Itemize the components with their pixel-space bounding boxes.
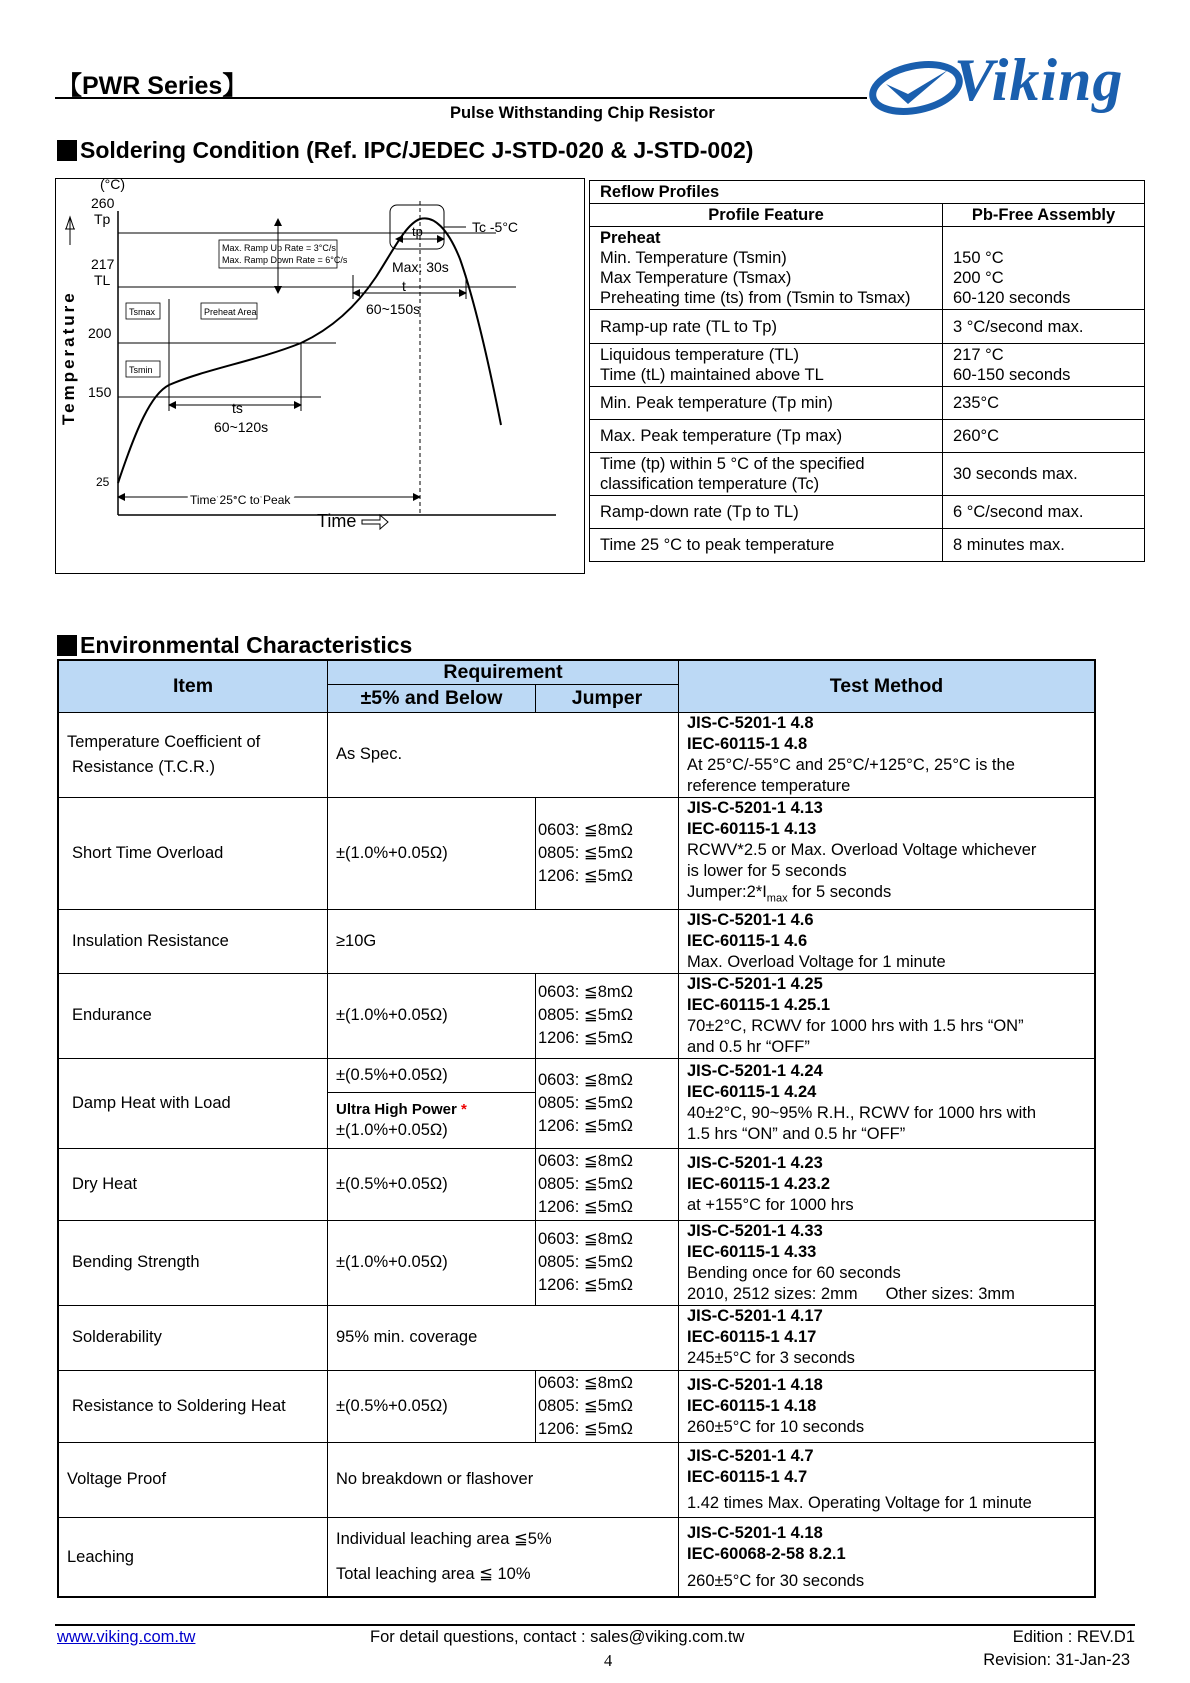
env-section-title [57, 632, 412, 659]
tl-label: TL [94, 272, 111, 288]
tp-within-label-2: classification temperature (Tc) [600, 475, 820, 493]
leach-desc-1: 260±5°C for 30 seconds [687, 1571, 865, 1590]
bend-std-1: JIS-C-5201-1 4.33 [687, 1221, 823, 1240]
test-method-header: Test Method [679, 660, 1096, 712]
ramp-up-label: Max. Ramp Up Rate = 3°C/s [222, 243, 336, 253]
maxpeak-label: Max. Peak temperature (Tp max) [590, 420, 943, 453]
ts-time-label: Preheating time (ts) from (Tsmin to Tsmax) [600, 289, 911, 307]
dry-item: Dry Heat [58, 1148, 328, 1220]
rampdown-row [590, 496, 1145, 529]
viking-swoosh-icon [868, 58, 964, 118]
tsmin-label: Tsmin [129, 365, 153, 375]
header-divider [55, 97, 867, 99]
liq-time-label: Time (tL) maintained above TL [600, 366, 824, 384]
time-to-peak-label: Time 25°C to Peak [190, 493, 291, 507]
y-axis-arrow-icon [65, 217, 75, 245]
leach-item: Leaching [58, 1517, 328, 1597]
leach-std-2: IEC-60068-2-58 8.2.1 [687, 1544, 846, 1563]
bend-row [58, 1220, 1095, 1305]
sto-item: Short Time Overload [58, 797, 328, 909]
tp-label: Tp [94, 211, 111, 227]
vp-std-1: JIS-C-5201-1 4.7 [687, 1446, 814, 1465]
y-tick-217: 217 [91, 256, 115, 272]
damp-std-2: IEC-60115-1 4.24 [687, 1083, 817, 1102]
sto-std-2: IEC-60115-1 4.13 [687, 819, 817, 838]
website-link[interactable]: www.viking.com.tw [57, 1628, 196, 1646]
rampdown-value: 6 °C/second max. [943, 496, 1145, 529]
sold-std-1: JIS-C-5201-1 4.17 [687, 1307, 823, 1326]
minpeak-label: Min. Peak temperature (Tp min) [590, 387, 943, 420]
environmental-table [57, 659, 1096, 1598]
tsmax-label: Tsmax [129, 307, 156, 317]
maxpeak-row [590, 420, 1145, 453]
leach-req-2: Total leaching area ≦ 10% [336, 1565, 531, 1584]
sto-desc-3a: Jumper:2*I [687, 882, 767, 901]
tsmin-label: Min. Temperature (Tsmin) [600, 249, 787, 267]
uhp-star: * [461, 1101, 467, 1119]
unit-label: (°C) [100, 179, 126, 192]
tsmin-value: 150 °C [953, 249, 1004, 267]
preheat-row [590, 227, 1145, 310]
jumper-1206: 1206: ≦5mΩ [538, 1029, 633, 1048]
rsh-desc-1: 260±5°C for 10 seconds [687, 1417, 865, 1436]
dry-req: ±(0.5%+0.05Ω) [328, 1148, 536, 1220]
maxpeak-value: 260°C [943, 420, 1145, 453]
preheat-area-label: Preheat Area [204, 307, 257, 317]
t-range-label: 60~150s [366, 301, 421, 317]
reflow-profiles-table [589, 180, 1145, 562]
logo-text: Viking [954, 47, 1124, 113]
leach-row [58, 1517, 1095, 1597]
jumper-0603: 0603: ≦8mΩ [538, 1151, 633, 1170]
minpeak-value: 235°C [943, 387, 1145, 420]
jumper-0805: 0805: ≦5mΩ [538, 1253, 633, 1272]
time25-value: 8 minutes max. [943, 529, 1145, 562]
leach-req-1: Individual leaching area ≦5% [336, 1530, 552, 1549]
jumper-1206: 1206: ≦5mΩ [538, 866, 633, 885]
rampdown-label: Ramp-down rate (Tp to TL) [590, 496, 943, 529]
leach-std-1: JIS-C-5201-1 4.18 [687, 1523, 823, 1542]
ins-item: Insulation Resistance [58, 909, 328, 973]
tp-time-label: tp [412, 224, 423, 239]
bend-req: ±(1.0%+0.05Ω) [328, 1220, 536, 1305]
reflow-profile-chart [55, 178, 585, 574]
dry-std-2: IEC-60115-1 4.23.2 [687, 1174, 831, 1193]
soldering-title-text: Soldering Condition (Ref. IPC/JEDEC J-STD-020 & J-STD-002) [80, 137, 754, 163]
y-tick-260: 260 [91, 195, 115, 211]
edition-text: Edition : REV.D1 [1012, 1628, 1135, 1646]
tcr-desc-2: reference temperature [687, 776, 851, 795]
sold-req: 95% min. coverage [328, 1305, 679, 1370]
env-title-text: Environmental Characteristics [80, 632, 413, 658]
bend-desc-1: Bending once for 60 seconds [687, 1263, 901, 1282]
sold-desc-1: 245±5°C for 3 seconds [687, 1349, 855, 1368]
x-axis-label: Time [317, 511, 357, 531]
rsh-std-2: IEC-60115-1 4.18 [687, 1396, 817, 1415]
sto-desc-1: RCWV*2.5 or Max. Overload Voltage whichever [687, 840, 1037, 859]
series-title: 【PWR Series】 [57, 72, 248, 100]
ins-row [58, 909, 1095, 973]
dry-row [58, 1148, 1095, 1220]
time25-label: Time 25 °C to peak temperature [590, 529, 943, 562]
sto-desc-3sub: max [766, 891, 788, 904]
sto-desc-3b: for 5 seconds [787, 882, 892, 901]
ins-std-2: IEC-60115-1 4.6 [687, 931, 808, 950]
tp-within-label-1: Time (tp) within 5 °C of the specified [600, 455, 865, 473]
jumper-0805: 0805: ≦5mΩ [538, 1006, 633, 1025]
rampup-value: 3 °C/second max. [943, 310, 1145, 344]
bend-std-2: IEC-60115-1 4.33 [687, 1242, 817, 1261]
jumper-1206: 1206: ≦5mΩ [538, 1276, 633, 1295]
end-item: Endurance [58, 973, 328, 1058]
item-header: Item [58, 660, 328, 712]
ins-std-1: JIS-C-5201-1 4.6 [687, 910, 814, 929]
ins-req: ≥10G [328, 909, 679, 973]
rsh-row [58, 1370, 1095, 1442]
sold-item: Solderability [58, 1305, 328, 1370]
end-row [58, 973, 1095, 1058]
bend-desc-2b: Other sizes: 3mm [885, 1284, 1015, 1303]
sto-row [58, 797, 1095, 909]
bend-desc-2a: 2010, 2512 sizes: 2mm [687, 1284, 858, 1303]
vp-req: No breakdown or flashover [328, 1442, 679, 1517]
liq-time-value: 60-150 seconds [953, 366, 1071, 384]
tcr-req: As Spec. [328, 712, 679, 797]
sold-std-2: IEC-60115-1 4.17 [687, 1328, 817, 1347]
vp-std-2: IEC-60115-1 4.7 [687, 1467, 808, 1486]
time25-row [590, 529, 1145, 562]
rsh-req: ±(0.5%+0.05Ω) [328, 1370, 536, 1442]
jumper-1206: 1206: ≦5mΩ [538, 1197, 633, 1216]
end-desc-2: and 0.5 hr “OFF” [687, 1037, 810, 1056]
ins-desc-1: Max. Overload Voltage for 1 minute [687, 952, 946, 971]
y-tick-150: 150 [88, 384, 112, 400]
soldering-section-title [57, 137, 753, 164]
five-pct-header: ±5% and Below [328, 684, 536, 712]
dry-std-1: JIS-C-5201-1 4.23 [687, 1153, 823, 1172]
y-axis-label: Temperature [59, 290, 78, 425]
minpeak-row [590, 387, 1145, 420]
tcr-std-2: IEC-60115-1 4.8 [687, 734, 808, 753]
reflow-chart-svg [56, 179, 586, 575]
damp-item: Damp Heat with Load [58, 1058, 328, 1148]
tcr-item-2: Resistance (T.C.R.) [72, 757, 216, 776]
damp-row-1 [58, 1058, 1095, 1092]
sold-row [58, 1305, 1095, 1370]
tp-within-row [590, 453, 1145, 496]
uhp-label: Ultra High Power [336, 1101, 457, 1119]
max30-label: Max. 30s [392, 259, 449, 275]
end-req: ±(1.0%+0.05Ω) [328, 973, 536, 1058]
contact-text: For detail questions, contact : sales@viking.com.tw [370, 1628, 745, 1646]
tsmax-label: Max Temperature (Tsmax) [600, 269, 792, 287]
dry-desc-1: at +155°C for 1000 hrs [687, 1195, 854, 1214]
tp-within-value: 30 seconds max. [943, 453, 1145, 496]
vp-item: Voltage Proof [58, 1442, 328, 1517]
ts-range-label: 60~120s [214, 419, 269, 435]
tsmax-value: 200 °C [953, 269, 1004, 287]
jumper-0603: 0603: ≦8mΩ [538, 1070, 633, 1089]
jumper-header: Jumper [536, 684, 679, 712]
rampup-label: Ramp-up rate (TL to Tp) [590, 310, 943, 344]
rsh-item: Resistance to Soldering Heat [58, 1370, 328, 1442]
y-tick-200: 200 [88, 325, 112, 341]
end-desc-1: 70±2°C, RCWV for 1000 hrs with 1.5 hrs “ON” [687, 1016, 1024, 1035]
jumper-0603: 0603: ≦8mΩ [538, 1373, 633, 1392]
end-std-1: JIS-C-5201-1 4.25 [687, 974, 823, 993]
jumper-0603: 0603: ≦8mΩ [538, 820, 633, 839]
jumper-0805: 0805: ≦5mΩ [538, 843, 633, 862]
sto-desc-2: is lower for 5 seconds [687, 861, 847, 880]
section-marker-icon [57, 635, 77, 656]
tc-label: Tc -5°C [472, 219, 519, 235]
tcr-item-1: Temperature Coefficient of [67, 732, 261, 751]
x-axis-arrow-icon [362, 515, 388, 529]
jumper-0805: 0805: ≦5mΩ [538, 1396, 633, 1415]
ramp-down-label: Max. Ramp Down Rate = 6°C/s [222, 255, 348, 265]
footer-divider [55, 1624, 1135, 1626]
pb-free-header: Pb-Free Assembly [943, 204, 1145, 227]
sto-std-1: JIS-C-5201-1 4.13 [687, 798, 823, 817]
end-std-2: IEC-60115-1 4.25.1 [687, 995, 831, 1014]
requirement-header: Requirement [328, 660, 679, 684]
vp-row [58, 1442, 1095, 1517]
page-subtitle: Pulse Withstanding Chip Resistor [450, 104, 715, 122]
rampup-row [590, 310, 1145, 344]
bend-item: Bending Strength [58, 1220, 328, 1305]
reflow-table-title: Reflow Profiles [590, 181, 1145, 204]
revision-text: Revision: 31-Jan-23 [983, 1651, 1130, 1669]
rsh-std-1: JIS-C-5201-1 4.18 [687, 1375, 823, 1394]
liq-label: Liquidous temperature (TL) [600, 346, 800, 364]
damp-req-1: ±(0.5%+0.05Ω) [328, 1058, 536, 1092]
profile-feature-header: Profile Feature [590, 204, 943, 227]
jumper-0603: 0603: ≦8mΩ [538, 983, 633, 1002]
viking-logo [868, 47, 1158, 122]
jumper-0805: 0805: ≦5mΩ [538, 1174, 633, 1193]
y-tick-25: 25 [96, 475, 110, 489]
tcr-row [58, 712, 1095, 797]
vp-desc-1: 1.42 times Max. Operating Voltage for 1 minute [687, 1493, 1032, 1512]
t-label: t [402, 278, 406, 294]
damp-desc-1: 40±2°C, 90~95% R.H., RCWV for 1000 hrs with [687, 1104, 1037, 1123]
jumper-0603: 0603: ≦8mΩ [538, 1230, 633, 1249]
sto-req: ±(1.0%+0.05Ω) [328, 797, 536, 909]
tcr-std-1: JIS-C-5201-1 4.8 [687, 713, 814, 732]
preheat-label: Preheat [600, 229, 661, 247]
ts-label: ts [232, 400, 243, 416]
jumper-0805: 0805: ≦5mΩ [538, 1093, 633, 1112]
section-marker-icon [57, 140, 77, 161]
damp-req-2: ±(1.0%+0.05Ω) [336, 1121, 448, 1140]
tcr-desc-1: At 25°C/-55°C and 25°C/+125°C, 25°C is the [687, 755, 1015, 774]
damp-desc-2: 1.5 hrs “ON” and 0.5 hr “OFF” [687, 1125, 906, 1144]
liq-value: 217 °C [953, 346, 1004, 364]
liquidous-row [590, 344, 1145, 387]
damp-std-1: JIS-C-5201-1 4.24 [687, 1062, 823, 1081]
page-number: 4 [604, 1651, 613, 1670]
jumper-1206: 1206: ≦5mΩ [538, 1419, 633, 1438]
ts-time-value: 60-120 seconds [953, 289, 1071, 307]
jumper-1206: 1206: ≦5mΩ [538, 1116, 633, 1135]
